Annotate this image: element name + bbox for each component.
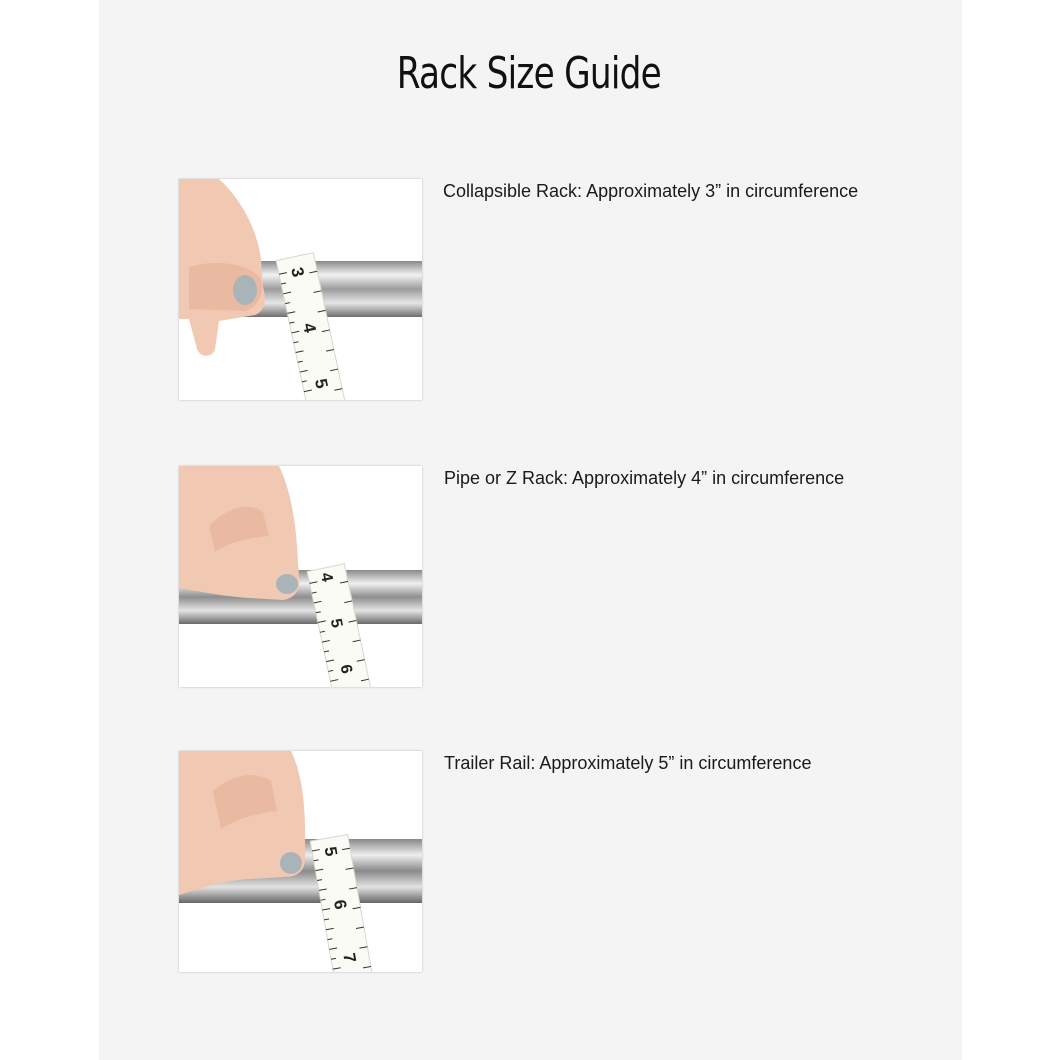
guide-caption-trailer-rail: Trailer Rail: Approximately 5” in circumference [444, 753, 812, 773]
tape-mark-3: 7 [339, 951, 360, 965]
tape-mark-2: 6 [329, 898, 351, 911]
guide-caption-pipe-or-z-rack: Pipe or Z Rack: Approximately 4” in circumference [444, 468, 845, 488]
hand [179, 466, 299, 600]
tape-mark-1: 5 [320, 845, 341, 858]
fingernail [276, 574, 298, 594]
measuring-tape-illustration [179, 179, 422, 400]
tape-mark-1: 4 [316, 571, 336, 584]
tape-mark-3: 5 [310, 377, 332, 391]
measuring-tape-illustration [179, 751, 422, 972]
tape-mark-2: 4 [299, 321, 320, 335]
size-guide-panel [99, 0, 962, 1060]
page-title: Rack Size Guide [396, 48, 661, 99]
fingernail [233, 275, 257, 305]
hand [179, 751, 305, 895]
tape-mark-2: 5 [326, 617, 346, 630]
rack-photo-trailer [179, 751, 422, 972]
measuring-tape-illustration [179, 466, 422, 687]
rack-photo-collapsible [179, 179, 422, 400]
fingernail [280, 852, 302, 874]
tape-mark-3: 6 [336, 663, 355, 676]
guide-caption-collapsible-rack: Collapsible Rack: Approximately 3” in circumference [443, 181, 859, 201]
rack-photo-pipe [179, 466, 422, 687]
tape-mark-1: 3 [287, 265, 308, 279]
